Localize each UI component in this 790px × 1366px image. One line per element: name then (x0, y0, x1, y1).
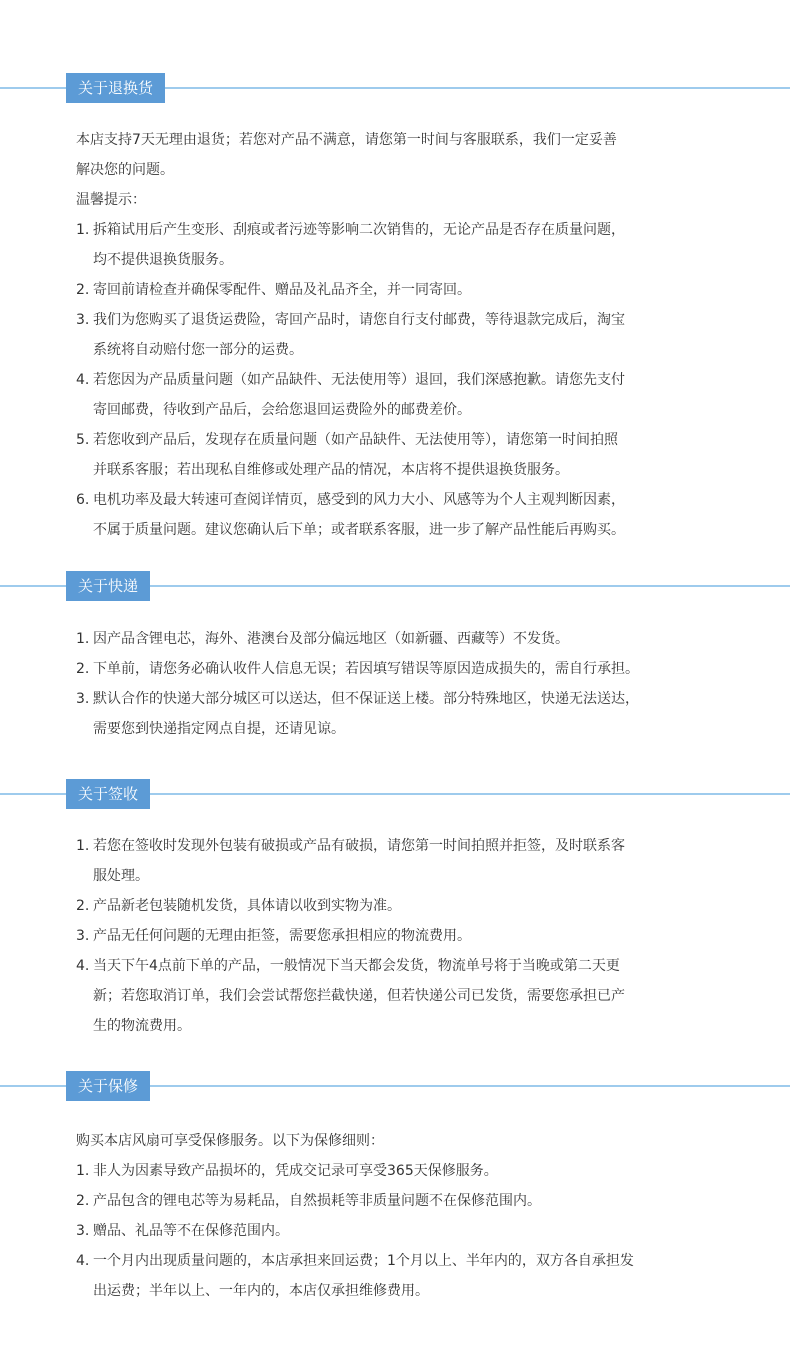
list-item (76, 951, 736, 1041)
list-line: 我们为您购买了退货运费险，寄回产品时，请您自行支付邮费，等待退款完成后，淘宝 (93, 312, 625, 328)
list-item (76, 891, 736, 921)
list-number: 4. (76, 1253, 90, 1269)
section-body-shipping (76, 624, 736, 744)
list-item (76, 215, 736, 275)
list-number: 1. (76, 222, 90, 238)
list-line: 产品包含的锂电芯等为易耗品，自然损耗等非质量问题不在保修范围内。 (93, 1193, 541, 1209)
list-number: 2. (76, 282, 90, 298)
section-header-signing (0, 779, 790, 809)
list-line: 若您在签收时发现外包装有破损或产品有破损，请您第一时间拍照并拒签，及时联系客 (93, 838, 625, 854)
list-item (76, 365, 736, 425)
list-item (76, 684, 736, 744)
list-line: 生的物流费用。 (93, 1018, 191, 1034)
list-number: 3. (76, 928, 90, 944)
list-line: 产品无任何问题的无理由拒签，需要您承担相应的物流费用。 (93, 928, 471, 944)
list-line: 需要您到快递指定网点自提，还请见谅。 (93, 721, 345, 737)
list-number: 5. (76, 432, 90, 448)
list-number: 2. (76, 898, 90, 914)
list-line: 若您收到产品后，发现存在质量问题（如产品缺件、无法使用等），请您第一时间拍照 (93, 432, 618, 448)
list-item (76, 485, 736, 545)
list-item (76, 831, 736, 891)
section-body-warranty (76, 1126, 736, 1306)
list-line: 拆箱试用后产生变形、刮痕或者污迹等影响二次销售的，无论产品是否存在质量问题， (93, 222, 625, 238)
section-body-signing (76, 831, 736, 1041)
list-line: 新；若您取消订单，我们会尝试帮您拦截快递，但若快递公司已发货，需要您承担已产 (93, 988, 625, 1004)
list-line: 寄回前请检查并确保零配件、赠品及礼品齐全，并一同寄回。 (93, 282, 471, 298)
list-line: 非人为因素导致产品损坏的，凭成交记录可享受365天保修服务。 (93, 1163, 498, 1179)
list-item (76, 1156, 736, 1186)
list-number: 1. (76, 631, 90, 647)
list-line: 出运费；半年以上、一年内的，本店仅承担维修费用。 (93, 1283, 429, 1299)
section-header-returns (0, 73, 790, 103)
list-number: 4. (76, 958, 90, 974)
list-line: 下单前，请您务必确认收件人信息无误；若因填写错误等原因造成损失的，需自行承担。 (93, 661, 639, 677)
list-line: 产品新老包装随机发货，具体请以收到实物为准。 (93, 898, 401, 914)
section-title: 关于签收 (66, 779, 150, 809)
list-line: 一个月内出现质量问题的，本店承担来回运费；1个月以上、半年内的，双方各自承担发 (93, 1253, 634, 1269)
list-number: 1. (76, 838, 90, 854)
list-line: 若您因为产品质量问题（如产品缺件、无法使用等）退回，我们深感抱歉。请您先支付 (93, 372, 625, 388)
list-line: 不属于质量问题。建议您确认后下单；或者联系客服，进一步了解产品性能后再购买。 (93, 522, 625, 538)
list-line: 寄回邮费，待收到产品后，会给您退回运费险外的邮费差价。 (93, 402, 471, 418)
paragraph: 温馨提示： (76, 192, 146, 208)
list-line: 并联系客服；若出现私自维修或处理产品的情况，本店将不提供退换货服务。 (93, 462, 569, 478)
list-item (76, 624, 736, 654)
list-item (76, 1246, 736, 1306)
list-number: 3. (76, 691, 90, 707)
list-line: 当天下午4点前下单的产品，一般情况下当天都会发货，物流单号将于当晚或第二天更 (93, 958, 620, 974)
list-number: 6. (76, 492, 90, 508)
list-line: 服处理。 (93, 868, 149, 884)
list-item (76, 275, 736, 305)
list-item (76, 1216, 736, 1246)
list-line: 因产品含锂电芯，海外、港澳台及部分偏远地区（如新疆、西藏等）不发货。 (93, 631, 569, 647)
section-header-shipping (0, 571, 790, 601)
list-number: 1. (76, 1163, 90, 1179)
list-number: 4. (76, 372, 90, 388)
list-item (76, 654, 736, 684)
list-item (76, 921, 736, 951)
list-number: 2. (76, 1193, 90, 1209)
list-line: 默认合作的快递大部分城区可以送达，但不保证送上楼。部分特殊地区，快递无法送达， (93, 691, 639, 707)
list-number: 3. (76, 312, 90, 328)
section-title: 关于保修 (66, 1071, 150, 1101)
list-line: 均不提供退换货服务。 (93, 252, 233, 268)
list-number: 3. (76, 1223, 90, 1239)
list-number: 2. (76, 661, 90, 677)
paragraph: 购买本店风扇可享受保修服务。以下为保修细则： (76, 1133, 384, 1149)
list-item (76, 1186, 736, 1216)
section-title: 关于快递 (66, 571, 150, 601)
list-item (76, 425, 736, 485)
list-line: 赠品、礼品等不在保修范围内。 (93, 1223, 289, 1239)
list-line: 系统将自动赔付您一部分的运费。 (93, 342, 303, 358)
paragraph: 本店支持7天无理由退货；若您对产品不满意，请您第一时间与客服联系，我们一定妥善 (76, 132, 617, 148)
list-item (76, 305, 736, 365)
section-title: 关于退换货 (66, 73, 165, 103)
section-body-returns (76, 125, 736, 545)
list-line: 电机功率及最大转速可查阅详情页，感受到的风力大小、风感等为个人主观判断因素， (93, 492, 625, 508)
paragraph: 解决您的问题。 (76, 162, 174, 178)
section-header-warranty (0, 1071, 790, 1101)
